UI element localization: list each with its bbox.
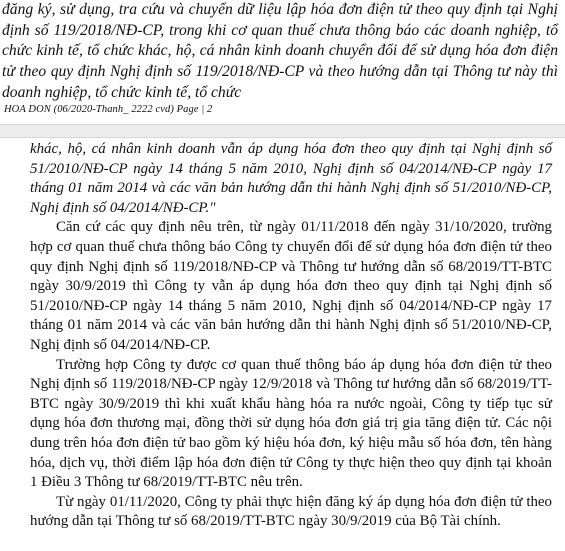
paragraph-1: Căn cứ các quy định nêu trên, từ ngày 01/11/2018 đến ngày 31/10/2020, trường hợp cơ quan thuế chưa thông báo Công ty chuyển đổi để sử dụng hóa đơn điện tử theo quy định Nghị định số 119/2018/NĐ-CP và Thông tư hướng dẫn số 68/2019/TT-BTC ngày 30/9/2019 thì Công ty vẫn áp dụng hóa đơn theo quy định tại Nghị định số 51/2010/NĐ-CP ngày 14 tháng 5 năm 2010, Nghị định số 04/2014/NĐ-CP ngày 17 tháng 01 năm 2014 và các văn bản hướng dẫn thi hành Nghị định số 51/2010/NĐ-CP, Nghị định số 04/2014/NĐ-CP. [30,219,552,353]
page-separator [0,124,565,138]
document-page-2 [0,138,565,551]
document-page-1 [0,0,565,124]
page-footer: HOA DON (06/2020-Thanh_ 2222 cvd) Page | 2 [4,104,213,115]
paragraph-3: Từ ngày 01/11/2020, Công ty phải thực hiện đăng ký áp dụng hóa đơn điện tử theo hướng dẫn tại Thông tư số 68/2019/TT-BTC ngày 30/9/2019 của Bộ Tài chính. [30,493,552,530]
page-2-text [30,140,552,532]
paragraph-2: Trường hợp Công ty được cơ quan thuế thông báo áp dụng hóa đơn điện tử theo Nghị định số 119/2018/NĐ-CP ngày 12/9/2018 và Thông tư hướng dẫn số 68/2019/TT-BTC ngày 30/9/2019 thì khi xuất khẩu hàng hóa ra nước ngoài, Công ty tiếp tục sử dụng hóa đơn thương mại, đồng thời sử dụng hóa đơn giá trị gia tăng điện tử. Các nội dung trên hóa đơn điện tử bao gồm ký hiệu hóa đơn, ký hiệu mẫu số hóa đơn, tên hàng hóa, dịch vụ, thời điểm lập hóa đơn điện tử Công ty thực hiện theo quy định tại khoản 1 Điều 3 Thông tư 68/2019/TT-BTC nêu trên. [30,356,552,491]
page-1-paragraph: đăng ký, sử dụng, tra cứu và chuyển dữ liệu lập hóa đơn điện tử theo quy định tại Nghị định số 119/2018/NĐ-CP, trong khi cơ quan thuế chưa thông báo các doanh nghiệp, tổ chức kinh tế, tổ chức khác, hộ, cá nhân kinh doanh chuyển đổi để sử dụng hóa đơn điện tử theo quy định Nghị định số 119/2018/NĐ-CP và theo hướng dẫn tại Thông tư này thì doanh nghiệp, tổ chức kinh tế, tổ chức [2,1,558,101]
page-1-text [2,0,558,104]
quote-continuation: khác, hộ, cá nhân kinh doanh vẫn áp dụng hóa đơn theo quy định tại Nghị định số 51/2010/NĐ-CP ngày 14 tháng 5 năm 2010, Nghị định số 04/2014/NĐ-CP ngày 17 tháng 01 năm 2014 và các văn bản hướng dẫn thi hành Nghị định số 51/2010/NĐ-CP, Nghị định số 04/2014/NĐ-CP." [30,141,552,216]
